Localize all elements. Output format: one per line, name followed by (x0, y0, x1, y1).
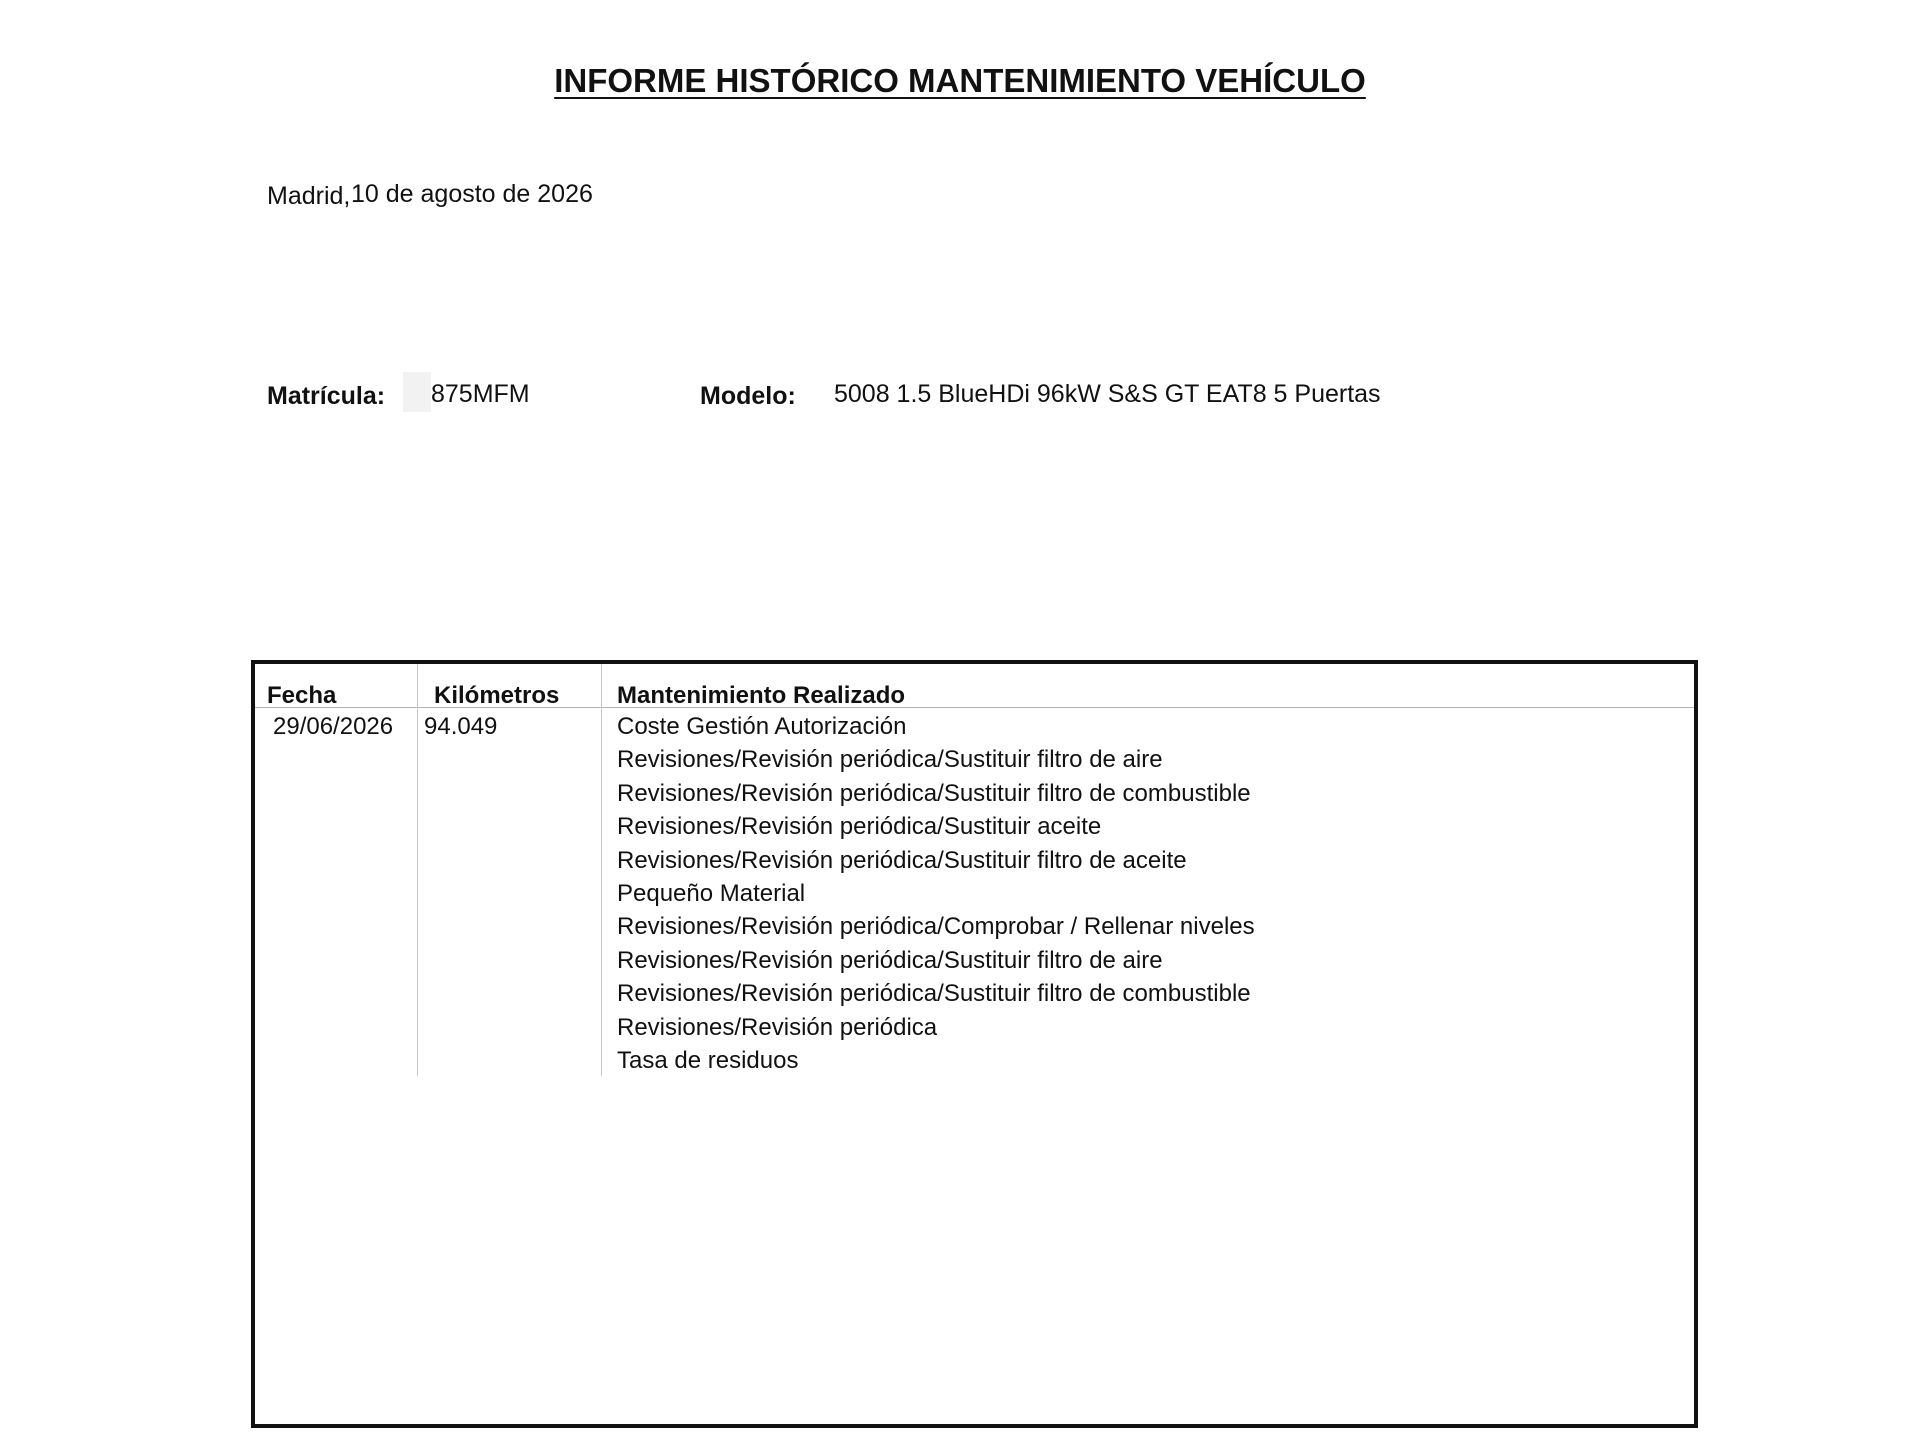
model-label: Modelo: (700, 382, 796, 410)
row-date: 29/06/2026 (273, 713, 394, 740)
column-header-km: Kilómetros (434, 682, 560, 709)
maintenance-items (617, 713, 1255, 1080)
maintenance-item: Revisiones/Revisión periódica/Sustituir filtro de aire (617, 746, 1163, 774)
maintenance-item: Coste Gestión Autorización (617, 713, 907, 740)
maintenance-item: Tasa de residuos (617, 1046, 799, 1074)
report-date: 10 de agosto de 2026 (351, 180, 593, 208)
plate-redaction (403, 372, 431, 412)
row-km: 94.049 (424, 713, 498, 740)
column-header-maintenance: Mantenimiento Realizado (617, 682, 906, 709)
plate-label: Matrícula: (267, 382, 386, 410)
maintenance-item: Revisiones/Revisión periódica (617, 1013, 938, 1041)
maintenance-item: Revisiones/Revisión periódica/Sustituir filtro de aceite (617, 846, 1187, 874)
plate-value: 875MFM (431, 380, 530, 408)
maintenance-item: Revisiones/Revisión periódica/Sustituir filtro de combustible (617, 980, 1251, 1008)
maintenance-item: Revisiones/Revisión periódica/Sustituir filtro de aire (617, 946, 1163, 974)
maintenance-item: Revisiones/Revisión periódica/Sustituir filtro de combustible (617, 779, 1251, 807)
column-divider (601, 664, 602, 1076)
column-header-date: Fecha (267, 682, 337, 709)
maintenance-item: Pequeño Material (617, 879, 806, 907)
column-divider (417, 664, 418, 1076)
maintenance-item: Revisiones/Revisión periódica/Sustituir aceite (617, 813, 1102, 841)
model-value: 5008 1.5 BlueHDi 96kW S&S GT EAT8 5 Puertas (834, 380, 1381, 408)
maintenance-item: Revisiones/Revisión periódica/Comprobar / Rellenar niveles (617, 913, 1255, 941)
report-title: INFORME HISTÓRICO MANTENIMIENTO VEHÍCULO (554, 62, 1366, 99)
report-place: Madrid, (267, 182, 351, 210)
